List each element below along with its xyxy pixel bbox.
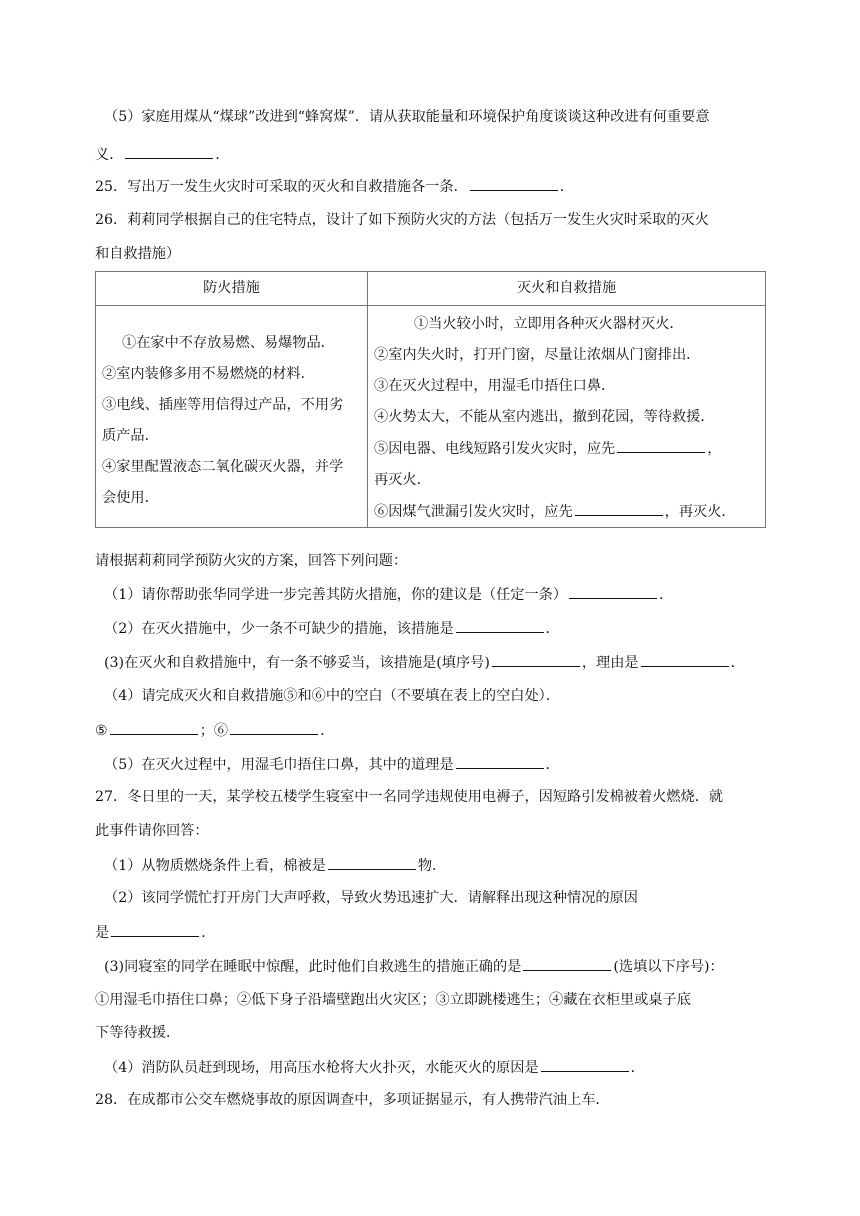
question-27-part4: （4）消防队员赶到现场，用高压水枪将大火扑灭，水能灭火的原因是 ． xyxy=(104,1057,784,1078)
question-27-stem-line2: 此事件请你回答： xyxy=(95,823,209,839)
question-26-part3: (3)在灭火和自救措施中，有一条不够妥当，该措施是(填序号) ，理由是 ． xyxy=(104,652,784,673)
answer-blank xyxy=(456,618,544,633)
answer-blank xyxy=(541,1057,629,1072)
answer-blank xyxy=(617,438,705,453)
question-25: 25．写出万一发生火灾时可采取的灭火和自救措施各一条． ． xyxy=(95,176,775,197)
q24-part5-line2: 义． ． xyxy=(95,144,775,165)
question-27-part3: (3)同寝室的同学在睡眠中惊醒，此时他们自救逃生的措施正确的是 (选填以下序号)： xyxy=(104,956,784,977)
rescue-item: 再灭火． xyxy=(374,472,431,488)
answer-blank xyxy=(470,176,558,191)
question-26-part4: （4）请完成灭火和自救措施⑤和⑥中的空白（不要填在表上的空白处）． xyxy=(104,688,560,704)
question-27-part3-options-cont: 下等待救援． xyxy=(95,1025,181,1041)
rescue-item: ⑥因煤气泄漏引发火灾时，应先 ，再灭火． xyxy=(374,495,759,527)
answer-blank xyxy=(456,754,544,769)
question-26-prompt: 请根据莉莉同学预防火灾的方案，回答下列问题： xyxy=(95,553,408,569)
question-26-stem-line1: 26．莉莉同学根据自己的住宅特点，设计了如下预防火灾的方法（包括万一发生火灾时采取的灭火 xyxy=(95,212,709,228)
question-28-stem: 28．在成都市公交车燃烧事故的原因调查中，多项证据显示，有人携带汽油上车． xyxy=(95,1092,610,1108)
answer-blank xyxy=(569,584,657,599)
q24-part5-line1: （5）家庭用煤从“煤球”改进到“蜂窝煤”．请从获取能量和环境保护角度谈谈这种改进有何重要意 xyxy=(104,109,710,125)
rescue-item: ⑤因电器、电线短路引发火灾时，应先 ， xyxy=(374,432,759,464)
fire-measures-table xyxy=(95,271,766,528)
question-27-stem-line1: 27．冬日里的一天，某学校五楼学生寝室中一名同学违规使用电褥子，因短路引发棉被着火燃烧．就 xyxy=(95,789,724,805)
prevention-item: 会使用． xyxy=(102,490,159,506)
rescue-item: ③在灭火过程中，用湿毛巾捂住口鼻． xyxy=(374,378,616,394)
table-header-prevention: 防火措施 xyxy=(96,272,368,306)
prevention-item: ②室内装修多用不易燃烧的材料． xyxy=(102,366,315,382)
rescue-item: ④火势太大，不能从室内逃出，撤到花园，等待救援． xyxy=(374,409,715,425)
question-27-part1: （1）从物质燃烧条件上看，棉被是 物． xyxy=(104,855,784,876)
answer-blank xyxy=(111,922,199,937)
question-26-part5: （5）在灭火过程中，用湿毛巾捂住口鼻，其中的道理是 ． xyxy=(104,754,784,775)
rescue-item: ①当火较小时，立即用各种灭火器材灭火． xyxy=(414,316,684,332)
question-27-part2: （2）该同学慌忙打开房门大声呼救，导致火势迅速扩大．请解释出现这种情况的原因 xyxy=(104,890,638,906)
answer-blank xyxy=(575,501,663,516)
prevention-measures-cell xyxy=(96,306,368,528)
question-26-part2: （2）在灭火措施中，少一条不可缺少的措施，该措施是 ． xyxy=(104,618,784,639)
answer-blank xyxy=(110,720,198,735)
answer-blank xyxy=(523,956,611,971)
prevention-item: ③电线、插座等用信得过产品，不用劣 xyxy=(102,397,344,413)
question-26-part1: （1）请你帮助张华同学进一步完善其防火措施，你的建议是（任定一条） ． xyxy=(104,584,784,605)
rescue-measures-cell xyxy=(368,306,766,528)
answer-blank xyxy=(492,652,580,667)
answer-blank xyxy=(641,652,729,667)
question-27-part2-answer: 是 ． xyxy=(95,922,775,943)
rescue-item: ②室内失火时，打开门窗，尽量让浓烟从门窗排出． xyxy=(374,347,701,363)
prevention-item: 质产品． xyxy=(102,428,159,444)
answer-blank xyxy=(125,144,213,159)
question-26-stem-line2: 和自救措施） xyxy=(95,246,181,262)
question-27-part3-options: ①用湿毛巾捂住口鼻；②低下身子沿墙壁跑出火灾区；③立即跳楼逃生；④藏在衣柜里或桌子底 xyxy=(95,992,691,1008)
answer-blank xyxy=(230,720,318,735)
answer-blank xyxy=(328,855,416,870)
table-header-rescue: 灭火和自救措施 xyxy=(368,272,766,306)
question-26-part4-answers: ⑤ ；⑥ ． xyxy=(95,720,775,741)
prevention-item: ④家里配置液态二氧化碳灭火器，并学 xyxy=(102,459,344,475)
prevention-item: ①在家中不存放易燃、易爆物品． xyxy=(122,335,335,351)
